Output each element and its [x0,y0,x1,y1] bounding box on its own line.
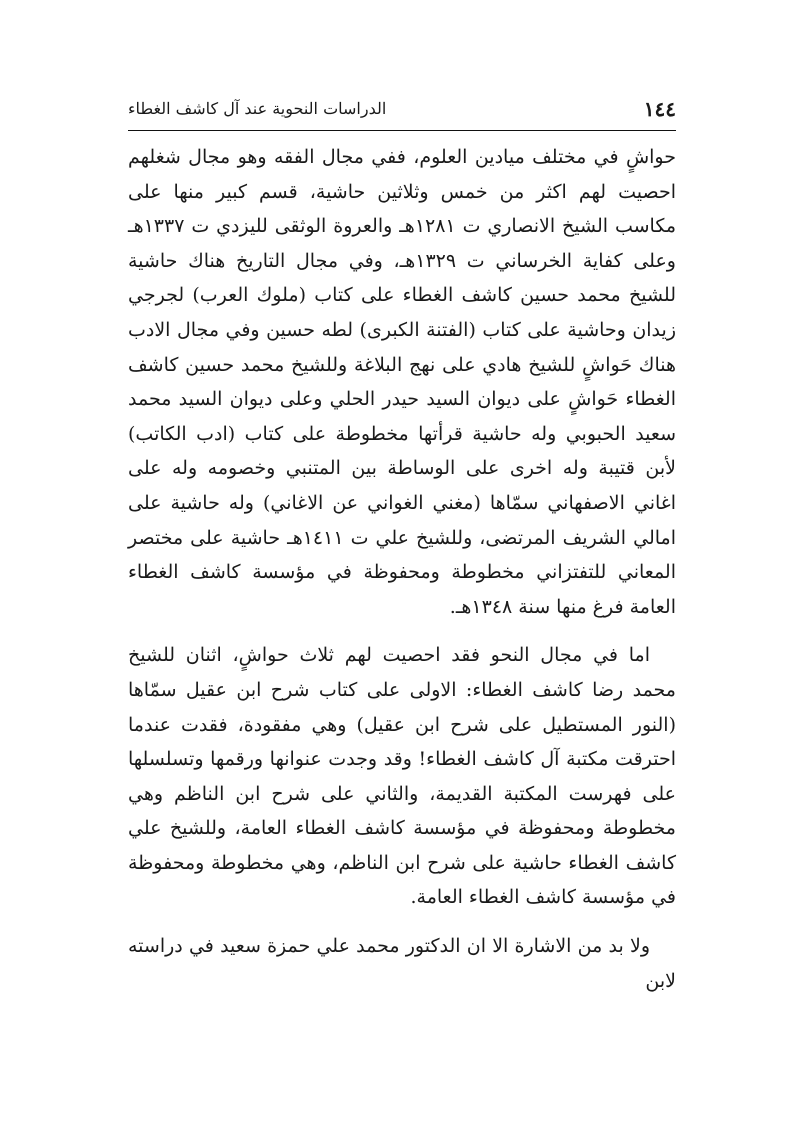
paragraph: اما في مجال النحو فقد احصيت لهم ثلاث حواشٍ، اثنان للشيخ محمد رضا كاشف الغطاء: الاولى على كتاب شرح ابن عقيل سمّاها (النور المستطيل على شرح ابن عقيل) وهي مفقودة، فقدت عندما احترقت مكتبة آل كاشف الغطاء! وقد وجدت عنوانها ورقمها وتسلسلها على فهرست المكتبة القديمة، والثاني على شرح ابن الناظم وهي مخطوطة ومحفوظة في مؤسسة كاشف الغطاء العامة، وللشيخ علي كاشف الغطاء حاشية على شرح ابن الناظم، وهي مخطوطة ومحفوظة في مؤسسة كاشف الغطاء العامة. [128,644,676,909]
body-text [128,140,676,1012]
paragraph: حواشٍ في مختلف ميادين العلوم، ففي مجال الفقه وهو مجال شغلهم احصيت لهم اكثر من خمس وثلاثين حاشية، قسم كبير منها على مكاسب الشيخ الانصاري ت ١٢٨١هـ والعروة الوثقى لليزدي ت ١٣٣٧هـ وعلى كفاية الخرساني ت ١٣٢٩هـ، وفي مجال التاريخ هناك حاشية للشيخ محمد حسين كاشف الغطاء على كتاب (ملوك العرب) لجرجي زيدان وحاشية على كتاب (الفتنة الكبرى) لطه حسين وفي مجال الادب هناك حَواشٍ للشيخ هادي على نهج البلاغة وللشيخ محمد حسين كاشف الغطاء حَواشٍ على ديوان السيد حيدر الحلي وعلى ديوان السيد محمد سعيد الحبوبي وله حاشية قرأتها مخطوطة على كتاب (ادب الكاتب) لأبن قتيبة وله اخرى على الوساطة بين المتنبي وخصومه وله على اغاني الاصفهاني سمّاها (مغني الغواني عن الاغاني) وله حاشية على امالي الشريف المرتضى، وللشيخ علي ت ١٤١١هـ حاشية على مختصر المعاني للتفتزاني مخطوطة ومحفوظة في مؤسسة كاشف الغطاء العامة فرغ منها سنة ١٣٤٨هـ. [128,146,677,618]
running-title: الدراسات النحوية عند آل كاشف الغطاء [128,99,387,118]
page-header [128,94,676,124]
page-number: ١٤٤ [643,97,676,121]
paragraph: ولا بد من الاشارة الا ان الدكتور محمد علي حمزة سعيد في دراسته لابن [128,935,676,992]
header-rule [128,130,676,131]
